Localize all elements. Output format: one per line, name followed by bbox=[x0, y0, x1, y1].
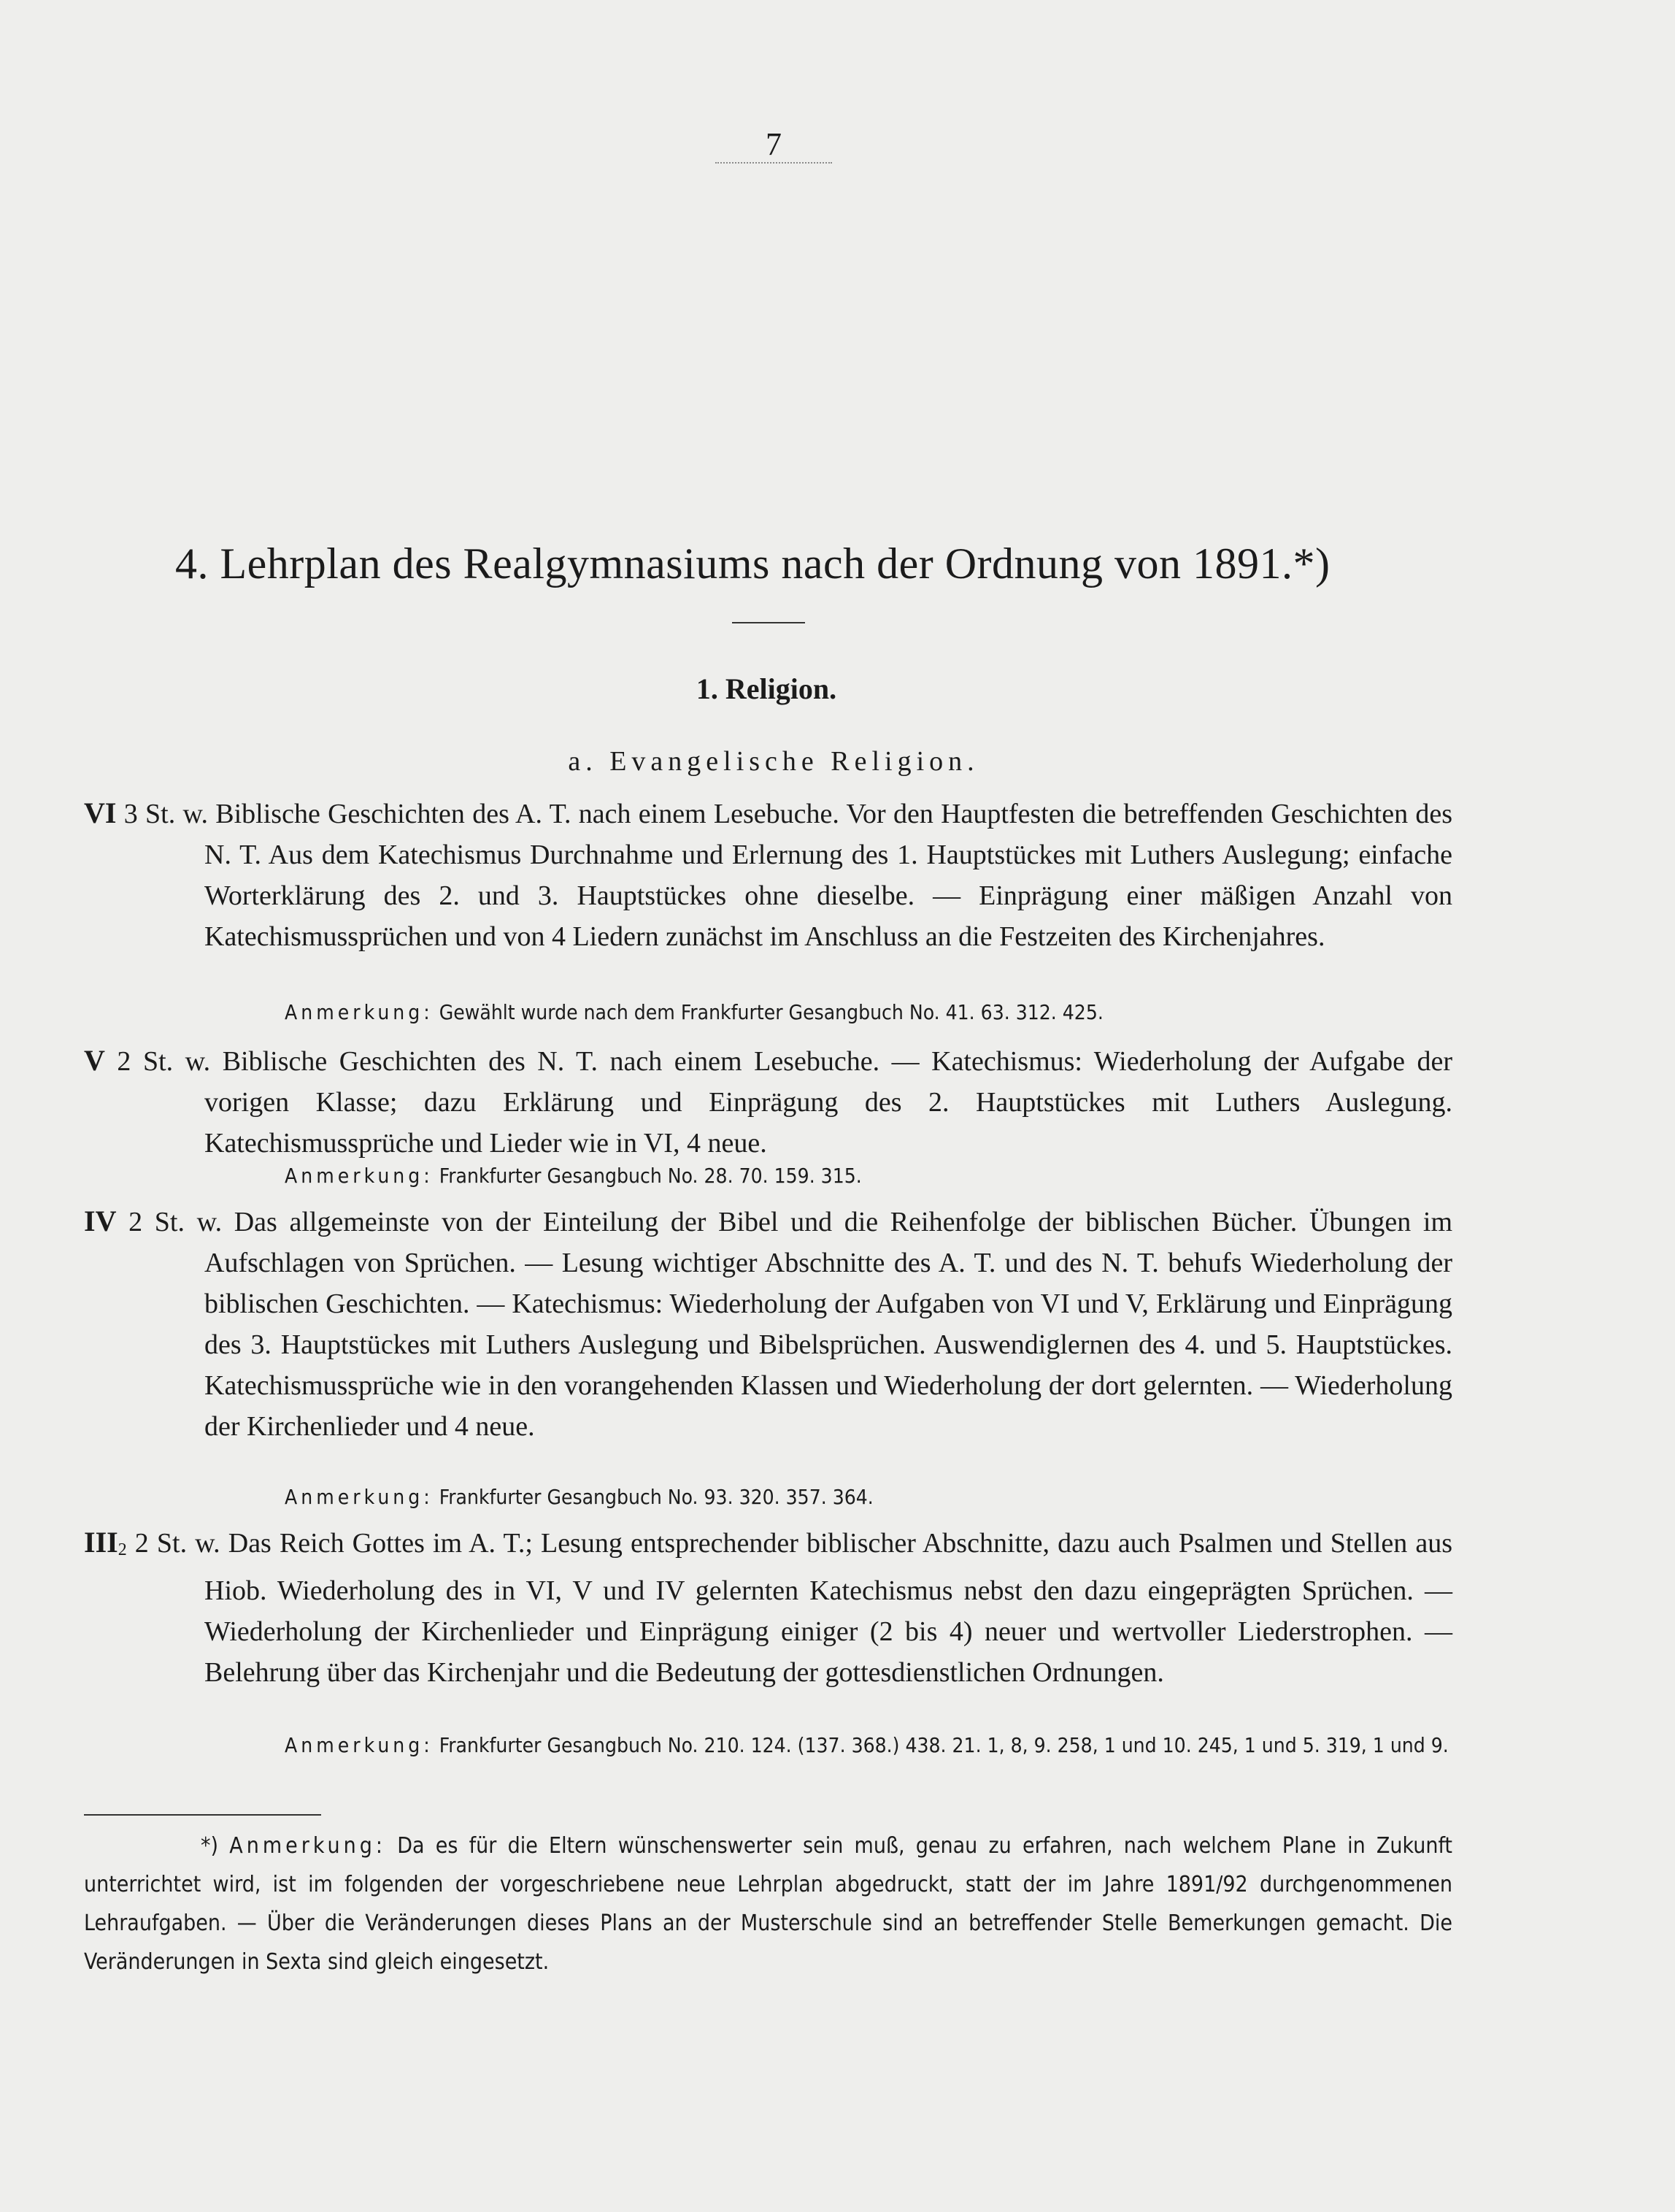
footnote bbox=[84, 1827, 1452, 1981]
footnote-label: Anmerkung: bbox=[229, 1833, 386, 1859]
note-first-line bbox=[208, 1727, 1456, 1764]
note-label: Anmerkung: bbox=[285, 1485, 434, 1509]
grade-numeral: III bbox=[84, 1526, 118, 1559]
note-text: Frankfurter Gesangbuch No. 210. 124. (137. 368.) 438. 21. 1, 8, 9. 258, 1 und 10. 245, 1 und 5. 319, 1 und 9. bbox=[439, 1733, 1449, 1757]
curriculum-entry bbox=[84, 1522, 1452, 1748]
grade-label bbox=[84, 1526, 127, 1559]
entry-text: Biblische Geschichten des A. T. nach einem Lesebuche. Vor den Hauptfesten die betreffenden Geschichten des N. T. Aus dem Katechismus Durchnahme und Erlernung des 1. Hauptstückes mit Luthers Auslegung; einfache Worterklärung des 2. und 3. Hauptstückes ohne dieselbe. — Einprägung einer mäßigen Anzahl von Katechismussprüchen und von 4 Liedern zunächst im Anschluss an die Festzeiten des Kirchenjahres. bbox=[204, 799, 1453, 952]
note-label: Anmerkung: bbox=[285, 1733, 434, 1757]
entry-body bbox=[84, 1040, 1452, 1164]
entry-body bbox=[84, 793, 1452, 957]
page-title: 4. Lehrplan des Realgymnasiums nach der Ordnung von 1891.*) bbox=[175, 539, 1331, 588]
hours-label: 2 St. w. bbox=[117, 1046, 211, 1077]
hours-label: 2 St. w. bbox=[134, 1528, 220, 1559]
grade-subscript: 2 bbox=[118, 1540, 127, 1559]
entry-text: Das allgemeinste von der Einteilung der Bibel und die Reihenfolge der biblischen Bücher. Übungen im Aufschlagen von Sprüchen. — Lesung wichtiger Abschnitte des A. T. und des N. T. behufs Wiederholung der biblischen Geschichten. — Katechismus: Wiederholung der Aufgaben von VI und V, Erklärung und Einprägung des 3. Hauptstückes mit Luthers Auslegung und Bibelsprüchen. Auswendiglernen des 4. und 5. Hauptstückes. Katechismussprüche wie in den vorangehenden Klassen und Wiederholung der dort gelernten. — Wiederholung der Kirchenlieder und 4 neue. bbox=[204, 1207, 1453, 1442]
entry-note bbox=[285, 994, 1540, 1032]
subsection-title: a. Evangelische Religion. bbox=[568, 746, 979, 777]
note-label: Anmerkung: bbox=[285, 1164, 434, 1188]
curriculum-entry bbox=[84, 1040, 1452, 1164]
hours-label: 3 St. w. bbox=[123, 799, 208, 829]
footnote-marker: *) bbox=[201, 1833, 219, 1859]
entry-body bbox=[84, 1201, 1452, 1447]
footnote-text: Da es für die Eltern wünschenswerter sein muß, genau zu erfahren, nach welchem Plane in Zukunft unterrichtet wird, ist im folgenden der vorgeschriebene neue Lehrplan abgedruckt, statt der im Jahre 1891/92 durchgenommenen Lehraufgaben. — Über die Veränderungen dieses Plans an der Musterschule sind an betreffender Stelle Bemerkungen gemacht. Die Veränderungen in Sexta sind gleich eingesetzt. bbox=[84, 1833, 1452, 1975]
note-text: Frankfurter Gesangbuch No. 28. 70. 159. 315. bbox=[439, 1164, 862, 1188]
footnote-lead bbox=[84, 1833, 386, 1859]
page-number: 7 bbox=[766, 126, 782, 162]
hours-label: 2 St. w. bbox=[128, 1207, 223, 1237]
entry-text: Das Reich Gottes im A. T.; Lesung entsprechender biblischer Abschnitte, dazu auch Psalmen und Stellen aus Hiob. Wiederholung des in VI, V und IV gelernten Katechismus nebst den dazu eingeprägten Sprüchen. — Wiederholung der Kirchenlieder und Einprägung einiger (2 bis 4) neuer und wertvoller Liederstrophen. — Belehrung über das Kirchenjahr und die Bedeutung der gottesdienstlichen Ordnungen. bbox=[204, 1528, 1452, 1688]
note-label: Anmerkung: bbox=[285, 1000, 434, 1024]
note-text: Frankfurter Gesangbuch No. 93. 320. 357. 364. bbox=[439, 1485, 874, 1509]
grade-label: VI bbox=[84, 796, 117, 829]
grade-label: V bbox=[84, 1044, 105, 1077]
entry-note bbox=[208, 1727, 1456, 1764]
footnote-divider bbox=[84, 1814, 321, 1816]
title-divider bbox=[732, 622, 805, 623]
entry-body bbox=[84, 1522, 1452, 1693]
entry-note bbox=[285, 1157, 1540, 1195]
entry-note bbox=[285, 1478, 1540, 1516]
note-text: Gewählt wurde nach dem Frankfurter Gesangbuch No. 41. 63. 312. 425. bbox=[439, 1000, 1104, 1024]
page-number-divider bbox=[715, 162, 832, 164]
curriculum-entry bbox=[84, 1201, 1452, 1486]
grade-label: IV bbox=[84, 1205, 117, 1237]
entry-text: Biblische Geschichten des N. T. nach einem Lesebuche. — Katechismus: Wiederholung der Aufgabe der vorigen Klasse; dazu Erklärung und Einprägung des 2. Hauptstückes mit Luthers Auslegung. Katechismussprüche und Lieder wie in VI, 4 neue. bbox=[204, 1046, 1453, 1159]
section-title: 1. Religion. bbox=[696, 672, 837, 705]
